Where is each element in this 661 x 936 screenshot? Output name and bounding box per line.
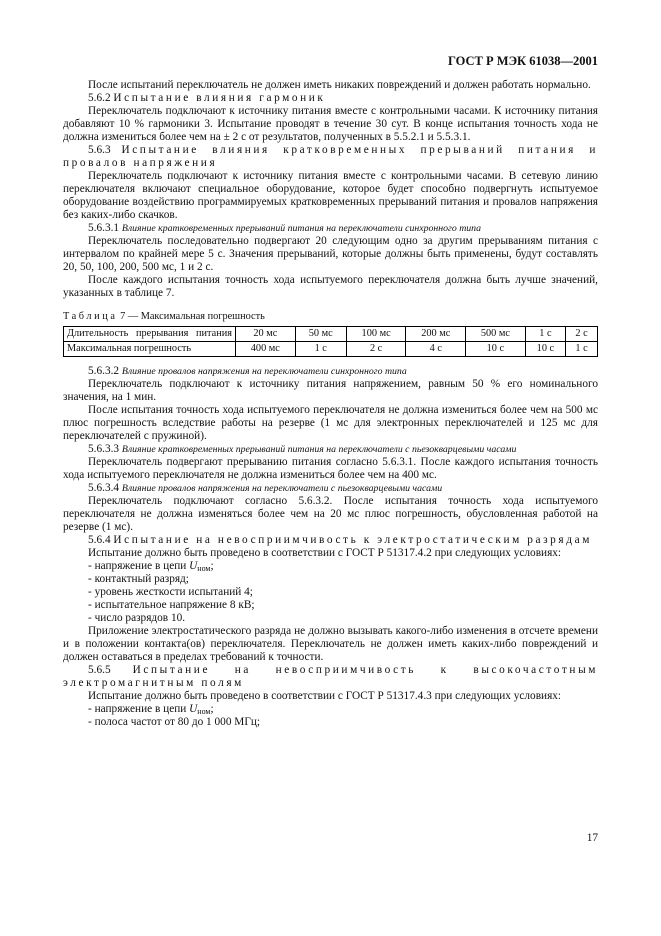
list-item: - испытательное напряжение 8 кВ; [88, 599, 255, 611]
table-cell: 200 мс [406, 327, 466, 342]
list-item: - полоса частот от 80 до 1 000 МГц; [88, 716, 261, 728]
section-heading-5-6-2 [63, 92, 598, 105]
paragraph: Переключатель подключают к источнику питания вместе с контрольными часами. В сетевую линию переключателя включают специальное оборудование, которое будет способно подвергнуть испытуемое оборудование воздействию программируемых кратковременных прерываний питания и провалов напряжения без каких-либо скачков. [63, 170, 598, 221]
section-heading-5-6-3-3 [63, 443, 598, 456]
list-item-text: - напряжение в цепи [88, 703, 190, 715]
section-title: Испытание влияния кратковременных прерываний питания и провалов напряжения [63, 144, 598, 169]
list-item-text: - напряжение в цепи [88, 560, 190, 572]
table-row [64, 327, 598, 342]
table-cell: 10 с [525, 342, 565, 357]
section-number: 5.6.3.3 [88, 443, 120, 455]
voltage-subscript: ном [197, 707, 211, 716]
error-table [63, 326, 598, 357]
paragraph: После испытания точность хода испытуемого переключателя не должна измениться более чем на 500 мс плюс погрешность вследствие работы на резерве (1 мс для электронных переключателей и 125 мс для переключателей с пружиной). [63, 404, 598, 442]
table-cell: 1 с [295, 342, 346, 357]
section-title: Влияние провалов напряжения на переключатели с пьезокварцевыми часами [121, 483, 443, 494]
paragraph: После каждого испытания точность хода испытуемого переключателя должна быть лучше значений, указанных в таблице 7. [63, 274, 598, 299]
table-row-header [64, 327, 236, 342]
table-cell: 50 мс [295, 327, 346, 342]
conditions-list [63, 703, 598, 729]
table-cell: 500 мс [466, 327, 526, 342]
paragraph: Переключатель подключают к источнику питания напряжением, равным 50 % его номинального значения, на 1 мин. [63, 378, 598, 403]
table-caption-prefix: Таблица [63, 311, 118, 322]
table-cell: 4 с [406, 342, 466, 357]
list-item: - уровень жесткости испытаний 4; [88, 586, 253, 598]
list-item-end: ; [210, 560, 214, 572]
voltage-symbol: U [189, 560, 198, 572]
paragraph: Приложение электростатического разряда не должно вызывать какого-либо изменения в отсчете времени и в положении контакта(ов) переключателя. Переключатель не должен иметь каких-либо повреждений и должен оставаться в пределах требований к точности. [63, 625, 598, 663]
section-number: 5.6.3.2 [88, 365, 120, 377]
table-cell: 2 с [346, 342, 406, 357]
paragraph: Испытание должно быть проведено в соответствии с ГОСТ Р 51317.4.2 при следующих условиях: [88, 547, 562, 559]
section-heading-5-6-3 [63, 144, 598, 170]
section-number: 5.6.5 [88, 664, 111, 676]
section-number: 5.6.3.4 [88, 482, 120, 494]
table-row-header: Максимальная погрешность [64, 342, 236, 357]
section-heading-5-6-3-4 [63, 482, 598, 495]
section-heading-5-6-3-2 [63, 365, 598, 378]
table-caption [63, 310, 598, 323]
paragraph: Переключатель подвергают прерыванию питания согласно 5.6.3.1. После каждого испытания точность хода испытуемого переключателя не должна измениться более чем на 400 мс. [63, 456, 598, 481]
table-row-header-text: Длительность прерывания питания [67, 328, 232, 339]
table-caption-text: 7 — Максимальная погрешность [120, 311, 265, 322]
paragraph: Переключатель подключают к источнику питания вместе с контрольными часами. К источнику питания добавляют 10 % гармоники 3. Испытание проводят в течение 30 сут. В конце испытания точность хода не должна измениться более чем на ± 2 с от результатов, полученных в 5.5.2.1 и 5.5.3.1. [63, 105, 598, 143]
section-title: Испытание влияния гармоник [113, 92, 326, 104]
section-number: 5.6.3.1 [88, 222, 120, 234]
list-item-end: ; [210, 703, 214, 715]
section-number: 5.6.3 [88, 144, 111, 156]
section-number: 5.6.2 [88, 92, 111, 104]
section-heading-5-6-3-1 [63, 222, 598, 235]
section-title: Влияние провалов напряжения на переключатели синхронного типа [121, 366, 407, 377]
section-number: 5.6.4 [88, 534, 111, 546]
section-title: Влияние кратковременных прерываний питания на переключатели синхронного типа [121, 223, 481, 234]
table-cell: 100 мс [346, 327, 406, 342]
section-heading-5-6-5 [63, 664, 598, 690]
section-title: Испытание на невосприимчивость к высокочастотным электромагнитным полям [63, 664, 599, 689]
table-row [64, 342, 598, 357]
table-cell: 1 с [525, 327, 565, 342]
table-cell: 2 с [566, 327, 598, 342]
voltage-symbol: U [189, 703, 198, 715]
paragraph: После испытаний переключатель не должен иметь никаких повреждений и должен работать нормально. [88, 79, 591, 91]
table-cell: 400 мс [236, 342, 296, 357]
standard-header: ГОСТ Р МЭК 61038—2001 [448, 54, 598, 68]
document-body [63, 79, 598, 729]
list-item: - число разрядов 10. [88, 612, 186, 624]
section-title: Испытание на невосприимчивость к электростатическим разрядам [113, 534, 592, 546]
section-heading-5-6-4 [63, 534, 598, 547]
list-item [63, 703, 598, 716]
page-number: 17 [586, 832, 598, 844]
voltage-subscript: ном [197, 564, 211, 573]
list-item: - контактный разряд; [88, 573, 189, 585]
paragraph: Испытание должно быть проведено в соответствии с ГОСТ Р 51317.4.3 при следующих условиях: [88, 690, 562, 702]
section-title: Влияние кратковременных прерываний питания на переключатели с пьезокварцевыми часами [121, 444, 517, 455]
table-cell: 20 мс [236, 327, 296, 342]
paragraph: Переключатель подключают согласно 5.6.3.2. После испытания точность хода испытуемого переключателя не должна изменяться более чем на 20 мс плюс погрешность, обусловленная работой на резерве (1 мс). [63, 495, 598, 533]
conditions-list [63, 560, 598, 625]
list-item [63, 560, 598, 573]
paragraph: Переключатель последовательно подвергают 20 следующим одно за другим прерываниям питания с интервалом по крайней мере 5 с. Значения прерываний, которые должны быть применены, будут составлять 20, 50, 100, 200, 500 мс, 1 и 2 с. [63, 235, 598, 273]
table-cell: 1 с [566, 342, 598, 357]
table-cell: 10 с [466, 342, 526, 357]
